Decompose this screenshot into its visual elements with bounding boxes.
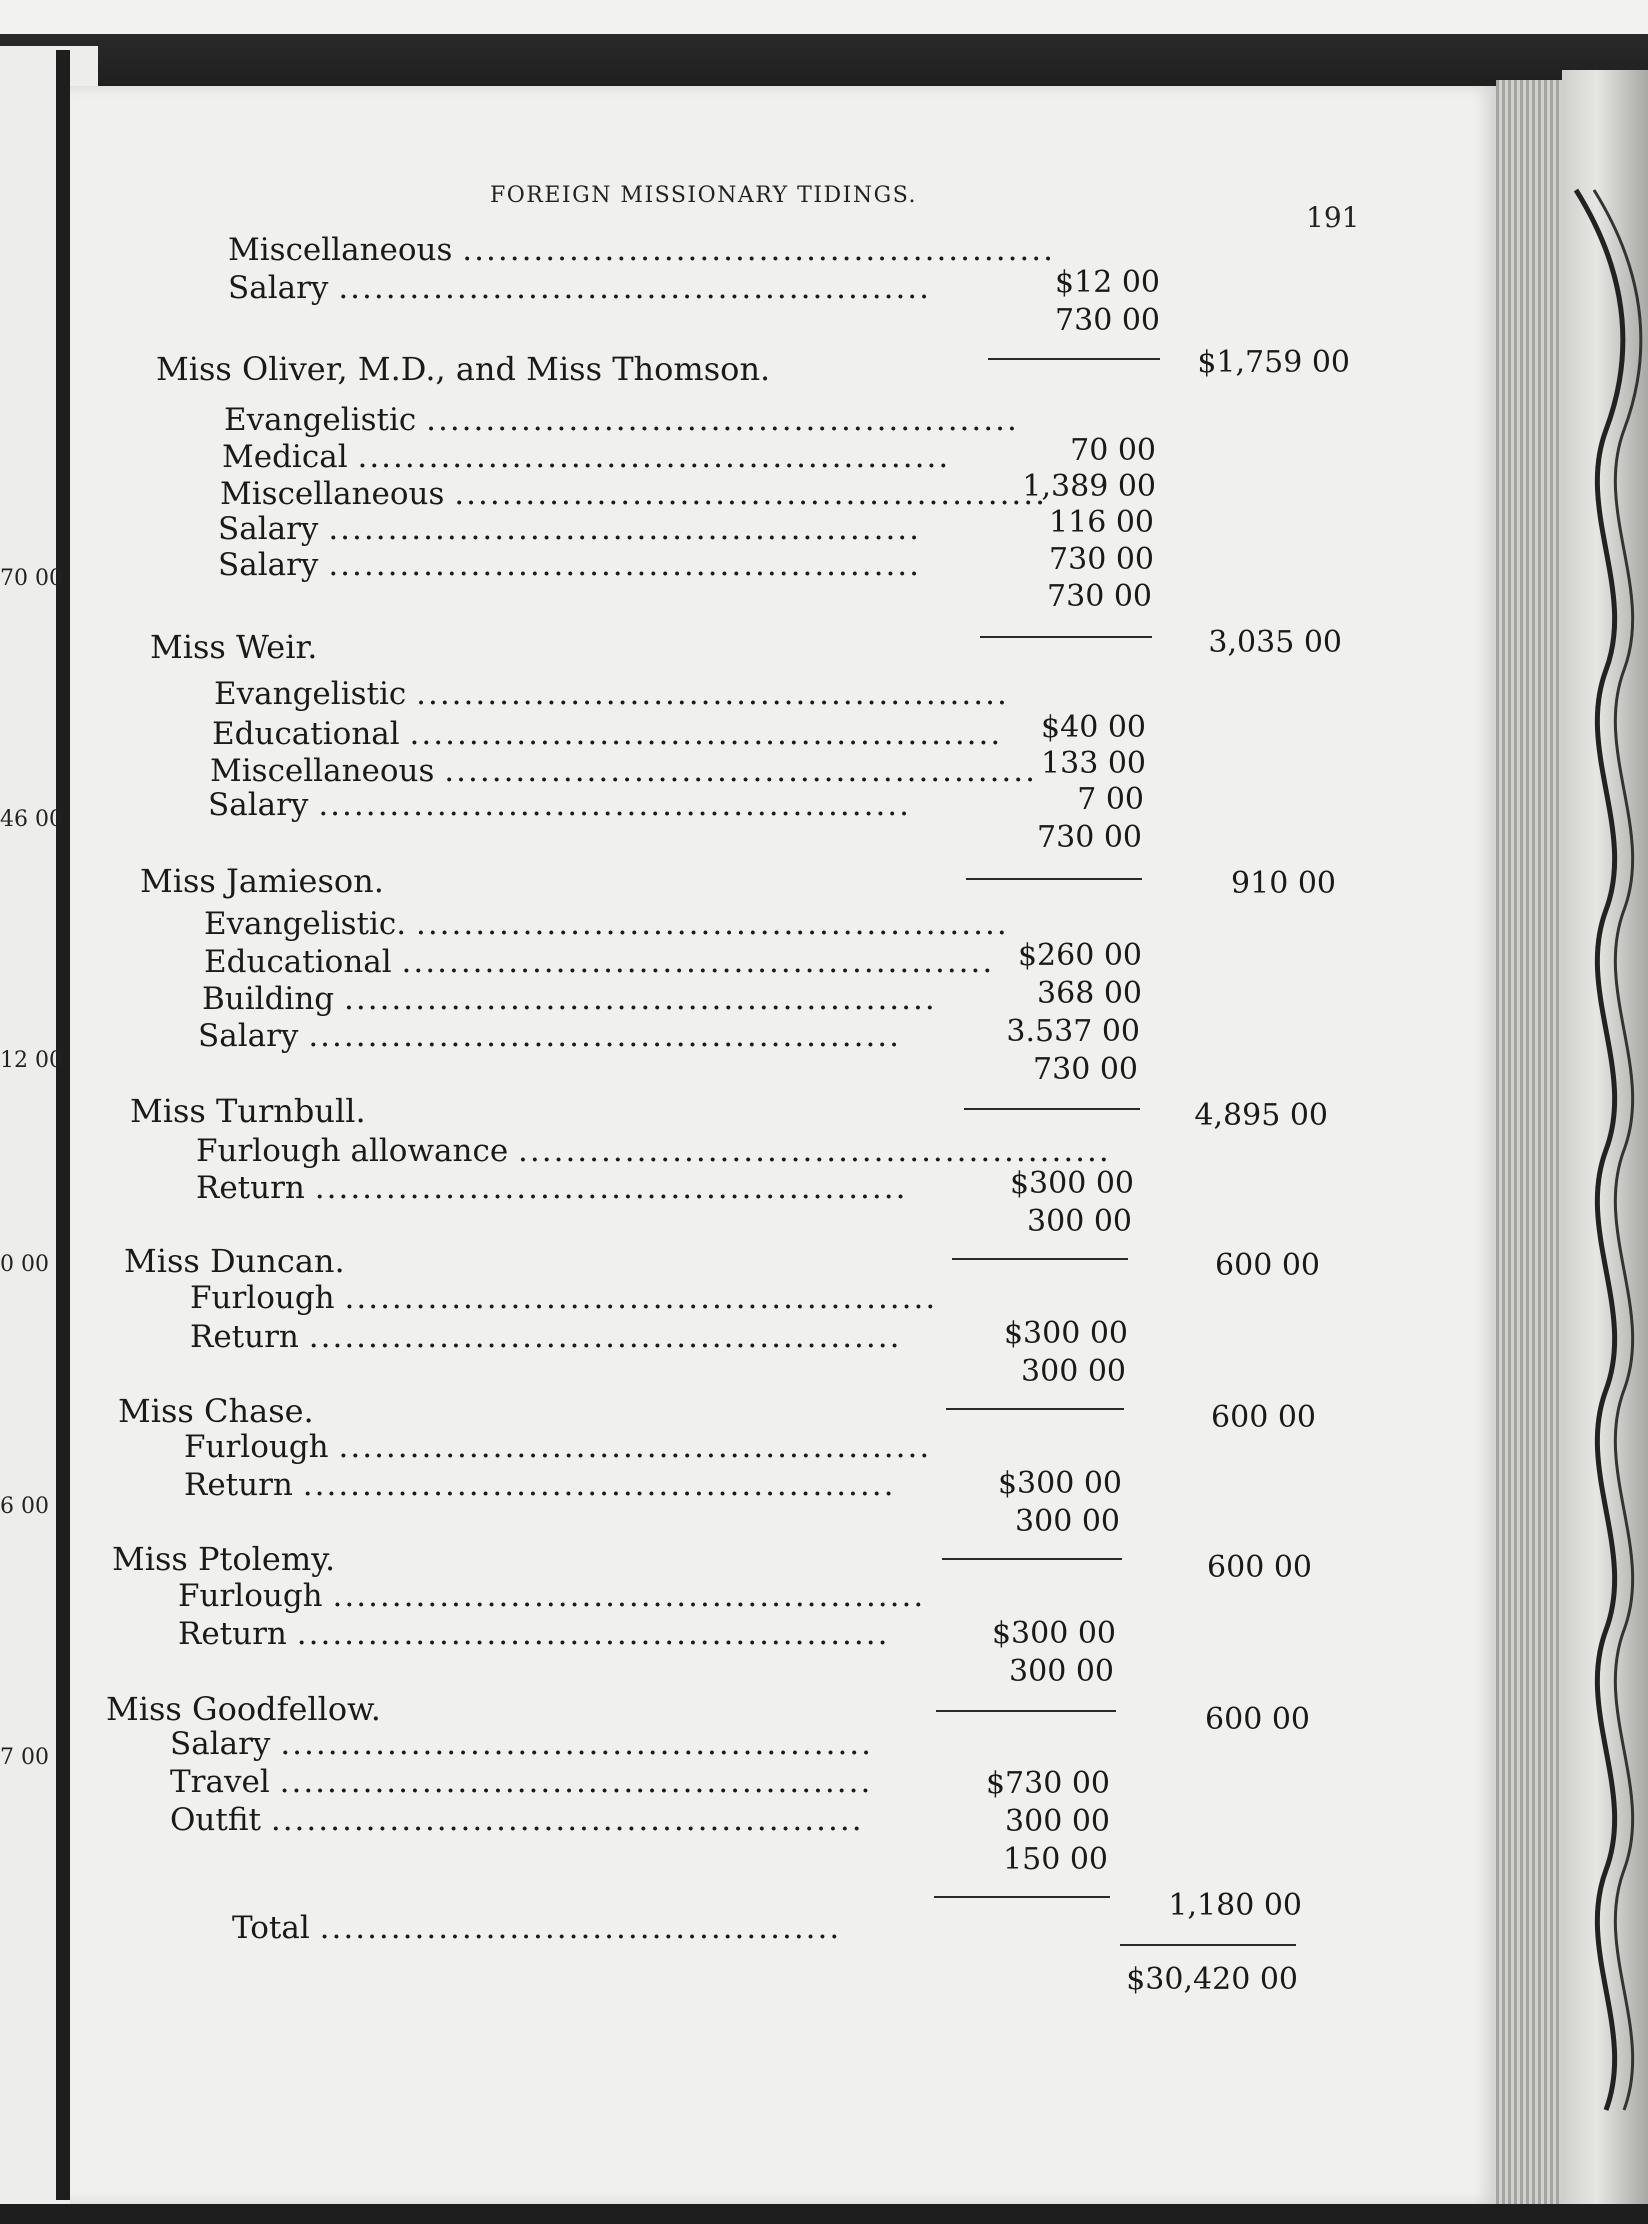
- item-amount: 300 00: [1015, 1504, 1120, 1539]
- grand-total-line: Total ............................................: [232, 1910, 842, 1946]
- top-background: [0, 0, 1648, 86]
- line-item: Return ..................................................: [184, 1467, 896, 1503]
- subtotal-rule: [964, 1108, 1140, 1110]
- book-binding: [56, 50, 70, 2200]
- line-item: Miscellaneous ..................................................: [220, 476, 1047, 512]
- line-item: Return ..................................................: [196, 1170, 908, 1206]
- subtotal-rule: [952, 1258, 1128, 1260]
- left-margin-number: 70 00: [0, 566, 63, 591]
- line-item: Outfit ..................................................: [170, 1802, 864, 1838]
- line-item: Evangelistic ..................................................: [214, 676, 1009, 712]
- item-amount: 70 00: [1070, 433, 1156, 468]
- subtotal-rule: [942, 1558, 1122, 1560]
- line-item: Evangelistic. ..................................................: [204, 906, 1009, 942]
- line-item: Furlough ..................................................: [184, 1429, 932, 1465]
- entry-total: 910 00: [1231, 866, 1336, 901]
- page-edges: [1496, 80, 1562, 2204]
- item-amount: 730 00: [1049, 542, 1154, 577]
- entry-heading: Miss Turnbull.: [130, 1092, 366, 1130]
- line-item: Educational ..................................................: [204, 944, 995, 980]
- entry-heading: Miss Ptolemy.: [112, 1540, 336, 1578]
- line-item: Educational ..................................................: [212, 716, 1003, 752]
- entry-total: 1,180 00: [1168, 1888, 1302, 1923]
- entry-heading: Miss Chase.: [118, 1392, 314, 1430]
- entry-heading: Miss Jamieson.: [140, 862, 384, 900]
- item-amount: 7 00: [1077, 782, 1144, 817]
- item-amount: $12 00: [1055, 265, 1160, 300]
- entry-heading: Miss Oliver, M.D., and Miss Thomson.: [156, 350, 771, 388]
- subtotal-rule: [988, 358, 1160, 360]
- left-margin-number: 46 00: [0, 807, 63, 832]
- item-amount: 730 00: [1055, 303, 1160, 338]
- line-item: Travel ..................................................: [170, 1764, 873, 1800]
- subtotal-rule: [966, 878, 1142, 880]
- subtotal-rule: [946, 1408, 1124, 1410]
- line-item: Salary ..................................................: [228, 270, 932, 306]
- item-amount: 116 00: [1049, 505, 1154, 540]
- entry-total: $1,759 00: [1197, 345, 1350, 380]
- item-amount: $40 00: [1041, 710, 1146, 745]
- entry-heading: Miss Weir.: [150, 628, 318, 666]
- item-amount: 730 00: [1037, 820, 1142, 855]
- item-amount: $300 00: [1003, 1316, 1128, 1351]
- bottom-background: [0, 2204, 1648, 2224]
- grand-total-rule: [1120, 1944, 1296, 1946]
- item-amount: 300 00: [1027, 1204, 1132, 1239]
- item-amount: 368 00: [1037, 976, 1142, 1011]
- grand-total-amount: $30,420 00: [1126, 1962, 1298, 1997]
- line-item: Medical ..................................................: [222, 439, 951, 475]
- line-item: Salary ..................................................: [198, 1018, 902, 1054]
- entry-total: 4,895 00: [1194, 1098, 1328, 1133]
- line-item: Furlough ..................................................: [190, 1280, 938, 1316]
- item-amount: 300 00: [1005, 1804, 1110, 1839]
- subtotal-rule: [980, 636, 1152, 638]
- entry-total: 600 00: [1207, 1550, 1312, 1585]
- line-item: Evangelistic ..................................................: [224, 402, 1019, 438]
- line-item: Building ..................................................: [202, 981, 937, 1017]
- line-item: Furlough allowance ..................................................: [196, 1133, 1111, 1169]
- subtotal-rule: [934, 1896, 1110, 1898]
- left-margin-number: 12 00: [0, 1048, 63, 1073]
- item-amount: 3.537 00: [1006, 1014, 1140, 1049]
- subtotal-rule: [936, 1710, 1116, 1712]
- line-item: Salary ..................................................: [208, 787, 912, 823]
- cover-ornament: [1566, 190, 1648, 2110]
- line-item: Salary ..................................................: [170, 1726, 874, 1762]
- line-item: Furlough ..................................................: [178, 1578, 926, 1614]
- item-amount: 730 00: [1047, 579, 1152, 614]
- item-amount: $300 00: [997, 1466, 1122, 1501]
- item-amount: 133 00: [1041, 746, 1146, 781]
- entry-total: 600 00: [1211, 1400, 1316, 1435]
- entry-total: 600 00: [1215, 1248, 1320, 1283]
- item-amount: $730 00: [985, 1766, 1110, 1801]
- item-amount: $300 00: [1009, 1166, 1134, 1201]
- line-item: Salary ..................................................: [218, 547, 922, 583]
- page-number: 191: [1306, 201, 1360, 234]
- left-margin-number: 6 00: [0, 1494, 49, 1519]
- entry-heading: Miss Goodfellow.: [106, 1690, 381, 1728]
- item-amount: $260 00: [1017, 938, 1142, 973]
- line-item: Miscellaneous ..................................................: [210, 753, 1037, 789]
- line-item: Return ..................................................: [178, 1616, 890, 1652]
- entry-total: 600 00: [1205, 1702, 1310, 1737]
- item-amount: $300 00: [991, 1616, 1116, 1651]
- entry-total: 3,035 00: [1208, 625, 1342, 660]
- item-amount: 300 00: [1009, 1654, 1114, 1689]
- item-amount: 150 00: [1003, 1842, 1108, 1877]
- left-margin-number: 7 00: [0, 1745, 49, 1770]
- running-head: FOREIGN MISSIONARY TIDINGS.: [490, 183, 917, 208]
- line-item: Return ..................................................: [190, 1319, 902, 1355]
- item-amount: 300 00: [1021, 1354, 1126, 1389]
- entry-heading: Miss Duncan.: [124, 1242, 345, 1280]
- left-margin-number: 0 00: [0, 1252, 49, 1277]
- line-item: Miscellaneous ..................................................: [228, 232, 1055, 268]
- item-amount: 730 00: [1033, 1052, 1138, 1087]
- item-amount: 1,389 00: [1022, 469, 1156, 504]
- line-item: Salary ..................................................: [218, 511, 922, 547]
